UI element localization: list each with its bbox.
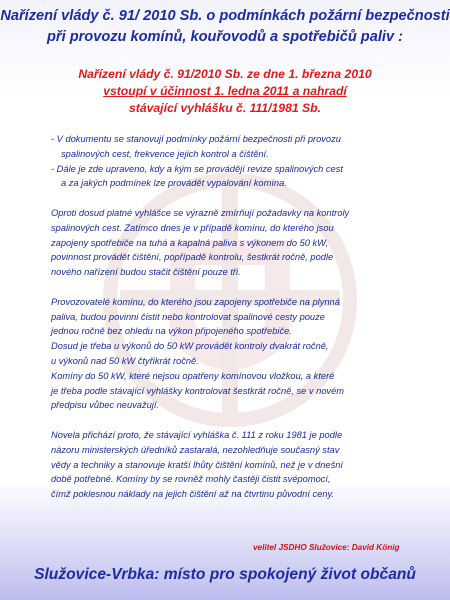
paragraph-1-line: nového nařízení budou stačit čištění pouze tři. — [51, 267, 241, 278]
paragraph-1-line: povinnost provádět čištění, popřípadě kontrolu, šestkrát ročně, podle — [51, 252, 334, 263]
paragraph-1-line: zapojeny spotřebiče na tuhá a kapalná paliva s výkonem do 50 kW, — [51, 237, 329, 248]
page-title — [0, 6, 450, 48]
notice-line-2: vstoupí v účinnost 1. ledna 2011 a nahradí — [103, 84, 347, 98]
paragraph-2-line: Provozovatelé komínu, do kterého jsou zapojeny spotřebiče na plynná — [51, 296, 340, 307]
bullet-1-line-1: - V dokumentu se stanovují podmínky požární bezpečnosti při provozu — [51, 134, 341, 144]
paragraph-3-line: Novela přichází proto, že stávající vyhláška č. 111 z roku 1981 je podle — [51, 429, 343, 440]
footer-slogan: Služovice-Vrbka: místo pro spokojený život občanů — [34, 566, 416, 583]
paragraph-3-line: čímž poklesnou náklady na jejich čištění až na čtvrtinu původní ceny. — [51, 489, 335, 500]
regulation-notice — [0, 66, 450, 117]
paragraph-2-line: předpisu vůbec neuvažují. — [51, 400, 160, 411]
bullet-2-line-1: - Dále je zde upraveno, kdy a kým se provádějí revize spalinových cest — [51, 163, 343, 174]
title-line-2: při provozu komínů, kouřovodů a spotřebičů paliv : — [47, 29, 403, 45]
notice-line-1: Nařízení vlády č. 91/2010 Sb. ze dne 1. března 2010 — [78, 67, 372, 81]
body-text — [51, 132, 411, 502]
paragraph-2-line: paliva, budou povinni čistit nebo kontrolovat spalinové cesty pouze — [51, 311, 325, 322]
notice-line-3: stávající vyhlášku č. 111/1981 Sb. — [129, 101, 321, 115]
bullet-1-line-2: spalinových cest, frekvence jejich kontrol a čištění. — [61, 148, 269, 159]
paragraph-1-line: Oproti dosud platné vyhlášce se výrazně zmírňují požadavky na kontroly — [51, 207, 350, 218]
paragraph-2-line: Dosud je třeba u výkonů do 50 kW provádět kontroly dvakrát ročně, — [51, 341, 329, 352]
signature: velitel JSDHO Služovice: David König — [253, 543, 400, 552]
paragraph-3-line: názoru ministerských úředníků zastaralá, nezohledňuje současný stav — [51, 444, 340, 455]
paragraph-2-line: u výkonů nad 50 kW čtyřikrát ročně. — [51, 355, 199, 366]
paragraph-1-line: spalinových cest. Zatímco dnes je v případě komínu, do kterého jsou — [51, 222, 334, 233]
title-line-1: Nařízení vlády č. 91/ 2010 Sb. o podmínkách požární bezpečnosti — [0, 8, 450, 24]
paragraph-3-line: vědy a techniky a stanovuje kratší lhůty čištění komínů, než je v dnešní — [51, 459, 343, 470]
paragraph-2-line: jednou ročně bez ohledu na výkon připojeného spotřebiče. — [51, 326, 292, 337]
paragraph-2-line: Komíny do 50 kW, které nejsou opatřeny komínovou vložkou, a které — [51, 370, 335, 381]
paragraph-3-line: době potřebné. Komíny by se rovněž mohly častěji čistit svépomocí, — [51, 474, 331, 485]
bullet-2-line-2: a za jakých podmínek lze provádět vypalování komína. — [61, 178, 287, 189]
paragraph-2-line: je třeba podle stávající vyhlášky kontrolovat šestkrát ročně, se v novém — [51, 385, 344, 396]
